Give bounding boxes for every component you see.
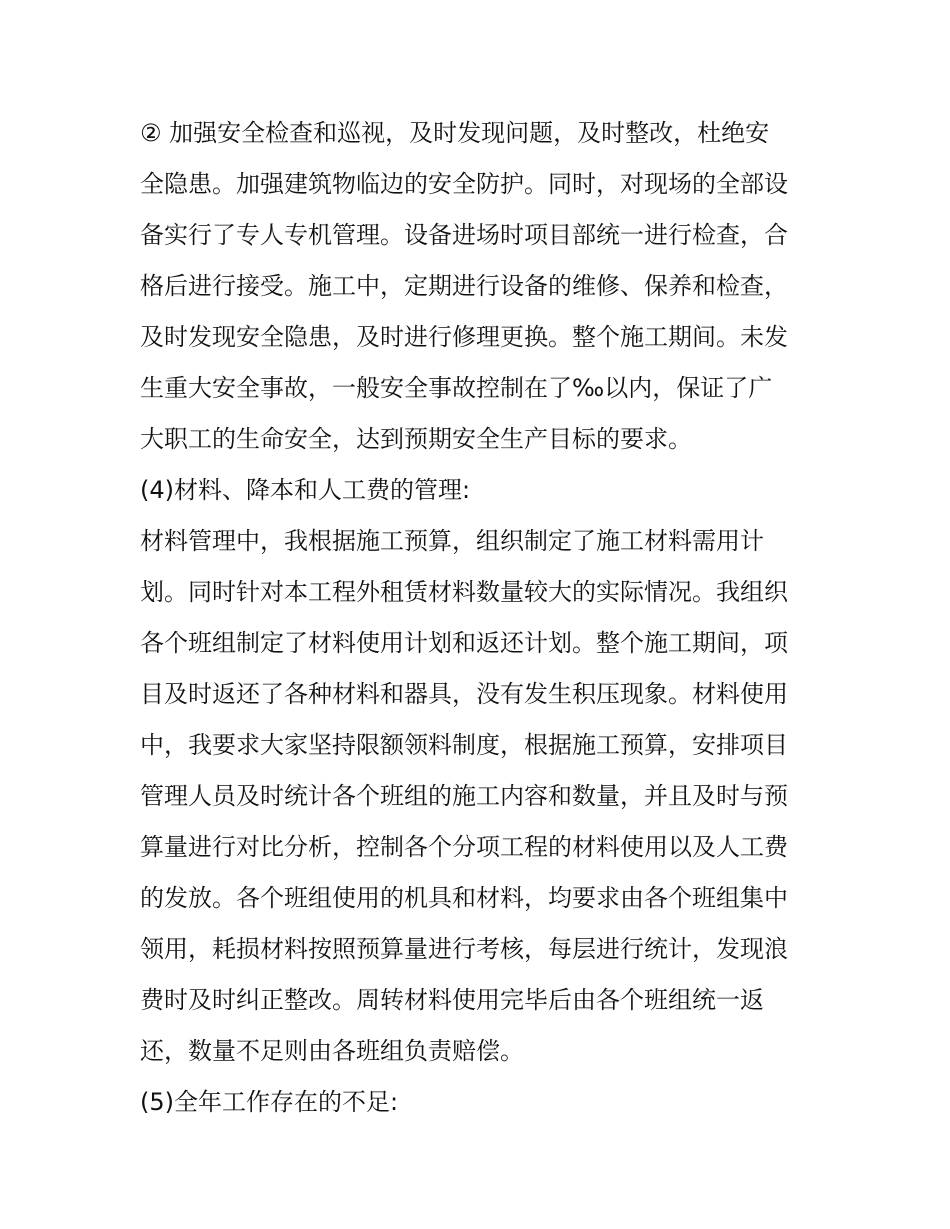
text-line: 费时及时纠正整改。周转材料使用完毕后由各个班组统一返 — [140, 986, 764, 1014]
text-line: 中，我要求大家坚持限额领料制度，根据施工预算，安排项目 — [140, 731, 788, 759]
text-line: 管理人员及时统计各个班组的施工内容和数量，并且及时与预 — [140, 782, 788, 810]
text-line: 及时发现安全隐患，及时进行修理更换。整个施工期间。未发 — [140, 323, 788, 351]
text-line: 生重大安全事故，一般安全事故控制在了‰以内，保证了广 — [140, 374, 773, 402]
text-line: 算量进行对比分析，控制各个分项工程的材料使用以及人工费 — [140, 833, 788, 861]
text-line: 各个班组制定了材料使用计划和返还计划。整个施工期间，项 — [140, 629, 788, 657]
text-line: 备实行了专人专机管理。设备进场时项目部统一进行检查，合 — [140, 221, 788, 249]
text-line: 材料管理中，我根据施工预算，组织制定了施工材料需用计 — [140, 527, 764, 555]
text-line: 全隐患。加强建筑物临边的安全防护。同时，对现场的全部设 — [140, 170, 788, 198]
text-line: 划。同时针对本工程外租赁材料数量较大的实际情况。我组织 — [140, 578, 788, 606]
document-body — [140, 108, 820, 1128]
text-line: 目及时返还了各种材料和器具，没有发生积压现象。材料使用 — [140, 680, 788, 708]
text-line: ② 加强安全检查和巡视，及时发现问题，及时整改，杜绝安 — [140, 119, 770, 147]
text-line: 大职工的生命安全，达到预期安全生产目标的要求。 — [140, 425, 692, 453]
text-line: 格后进行接受。施工中，定期进行设备的维修、保养和检查， — [140, 272, 788, 300]
text-line: 还，数量不足则由各班组负责赔偿。 — [140, 1037, 524, 1065]
section-heading-4: (4)材料、降本和人工费的管理: — [140, 476, 471, 504]
text-line: 的发放。各个班组使用的机具和材料，均要求由各个班组集中 — [140, 884, 788, 912]
text-line: 领用，耗损材料按照预算量进行考核，每层进行统计，发现浪 — [140, 935, 788, 963]
section-heading-5: (5)全年工作存在的不足: — [140, 1088, 399, 1116]
